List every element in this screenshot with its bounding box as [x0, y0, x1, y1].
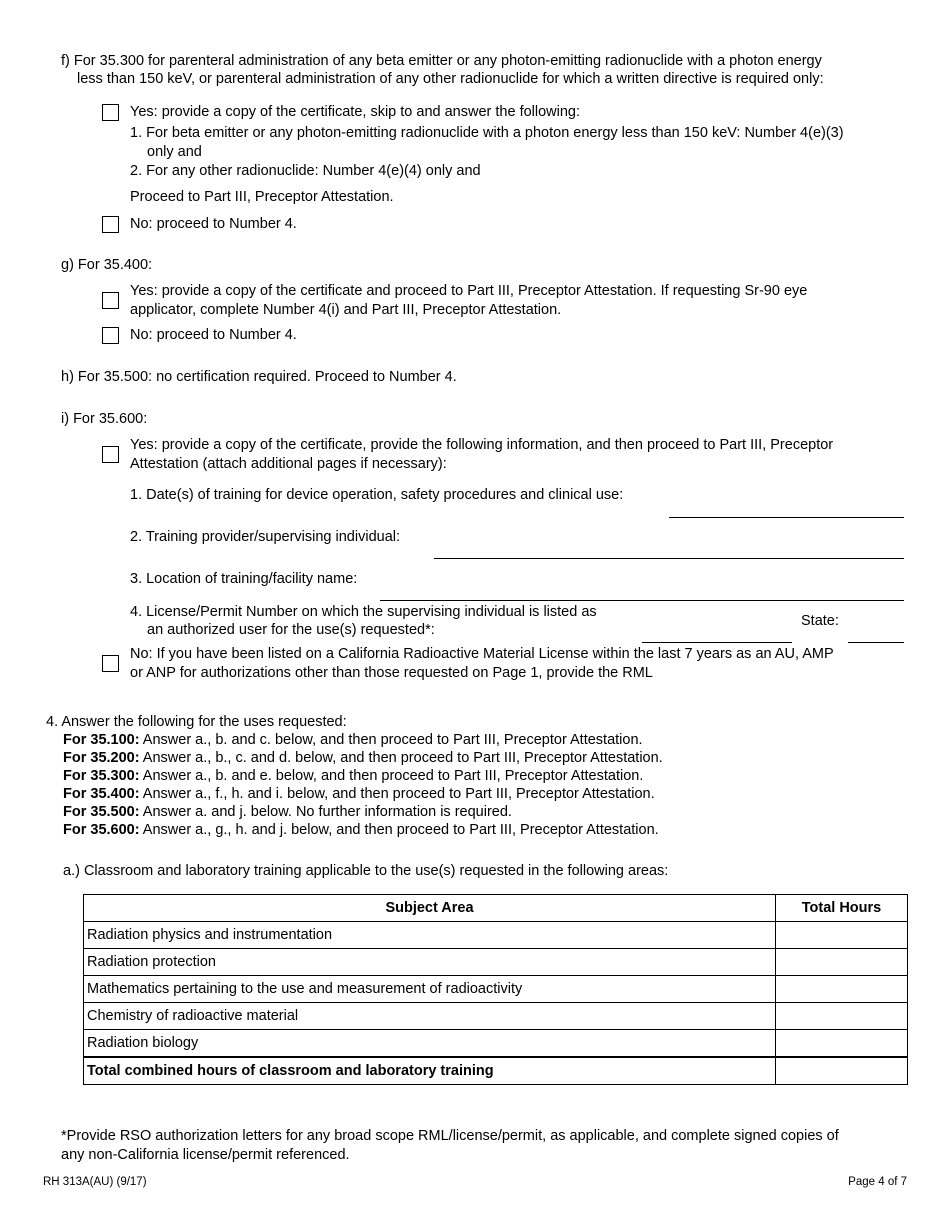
total-row [84, 1057, 908, 1085]
section-f-yes-text: Yes: provide a copy of the certificate, skip to and answer the following: [130, 104, 581, 120]
requirement-item: For 35.100: Answer a., b. and c. below, and then proceed to Part III, Preceptor Attestation. [63, 732, 643, 748]
hours-input-cell[interactable] [776, 976, 908, 1003]
requirement-item: For 35.300: Answer a., b. and e. below, and then proceed to Part III, Preceptor Attestation. [63, 768, 644, 784]
section-i-yes-line2: Attestation (attach additional pages if necessary): [130, 456, 447, 472]
table-row [84, 1003, 908, 1030]
page-number: Page 4 of 7 [848, 1176, 907, 1188]
section-i-heading: i) For 35.600: [61, 411, 148, 427]
section-g-yes-line2: applicator, complete Number 4(i) and Part III, Preceptor Attestation. [130, 302, 562, 318]
training-provider-field[interactable] [434, 558, 904, 559]
section-f-heading-line1: f) For 35.300 for parenteral administration of any beta emitter or any photon-emitting radionuclide with a photon energy [61, 53, 822, 69]
state-label: State: [801, 613, 839, 629]
total-hours-input-cell[interactable] [776, 1057, 908, 1085]
section-g-no-checkbox[interactable] [102, 327, 119, 344]
table-row [84, 976, 908, 1003]
table-header-row [84, 895, 908, 922]
total-hours-header: Total Hours [776, 895, 908, 922]
section-i-q3-label: 3. Location of training/facility name: [130, 571, 358, 587]
section-f-no-checkbox[interactable] [102, 216, 119, 233]
table-row [84, 1030, 908, 1058]
table-row [84, 922, 908, 949]
training-hours-table [83, 894, 908, 1085]
section-f-heading-line2: less than 150 keV, or parenteral administration of any other radionuclide for which a written directive is required only: [77, 71, 824, 87]
form-id: RH 313A(AU) (9/17) [43, 1176, 147, 1188]
subject-cell: Mathematics pertaining to the use and measurement of radioactivity [84, 976, 776, 1003]
section-i-yes-line1: Yes: provide a copy of the certificate, provide the following information, and then proceed to Part III, Preceptor [130, 437, 834, 453]
section-f-item2: 2. For any other radionuclide: Number 4(e)(4) only and [130, 163, 481, 179]
requirements-list [63, 731, 663, 839]
footnote-line2: any non-California license/permit referenced. [61, 1147, 350, 1163]
section-i-q4-line2: an authorized user for the use(s) requested*: [147, 622, 435, 638]
section-g-yes-line1: Yes: provide a copy of the certificate and proceed to Part III, Preceptor Attestation. If requesting Sr-90 eye [130, 283, 808, 299]
section-g-no-text: No: proceed to Number 4. [130, 327, 297, 343]
subject-cell: Radiation biology [84, 1030, 776, 1058]
training-location-field[interactable] [380, 600, 904, 601]
section-f-yes-checkbox[interactable] [102, 104, 119, 121]
section-f-proceed: Proceed to Part III, Preceptor Attestation. [130, 189, 394, 205]
training-dates-field[interactable] [669, 517, 904, 518]
section-g-heading: g) For 35.400: [61, 257, 153, 273]
state-field[interactable] [848, 642, 904, 643]
requirement-item: For 35.500: Answer a. and j. below. No further information is required. [63, 804, 512, 820]
requirement-item: For 35.400: Answer a., f., h. and i. below, and then proceed to Part III, Preceptor Attestation. [63, 786, 655, 802]
total-label-cell: Total combined hours of classroom and laboratory training [84, 1057, 776, 1085]
hours-input-cell[interactable] [776, 1030, 908, 1058]
section-i-no-line2: or ANP for authorizations other than those requested on Page 1, provide the RML [130, 665, 653, 681]
subject-cell: Radiation protection [84, 949, 776, 976]
section-f-item1-line1: 1. For beta emitter or any photon-emitting radionuclide with a photon energy less than 150 keV: Number 4(e)(3) [130, 125, 844, 141]
section-i-q4-line1: 4. License/Permit Number on which the supervising individual is listed as [130, 604, 597, 620]
hours-input-cell[interactable] [776, 922, 908, 949]
section-h-heading: h) For 35.500: no certification required. Proceed to Number 4. [61, 369, 457, 385]
table-row [84, 949, 908, 976]
requirement-item: For 35.600: Answer a., g., h. and j. below, and then proceed to Part III, Preceptor Attestation. [63, 822, 659, 838]
section-i-q1-label: 1. Date(s) of training for device operation, safety procedures and clinical use: [130, 487, 624, 503]
section-g-yes-checkbox[interactable] [102, 292, 119, 309]
section-f-no-text: No: proceed to Number 4. [130, 216, 297, 232]
footnote-line1: *Provide RSO authorization letters for any broad scope RML/license/permit, as applicable, and complete signed copies of [61, 1128, 839, 1144]
hours-input-cell[interactable] [776, 949, 908, 976]
section-i-yes-checkbox[interactable] [102, 446, 119, 463]
section-f-item1-line2: only and [147, 144, 202, 160]
section-i-no-line1: No: If you have been listed on a California Radioactive Material License within the last 7 years as an AU, AMP [130, 646, 834, 662]
subject-area-header: Subject Area [84, 895, 776, 922]
section-i-q2-label: 2. Training provider/supervising individual: [130, 529, 401, 545]
hours-input-cell[interactable] [776, 1003, 908, 1030]
section-4a-heading: a.) Classroom and laboratory training applicable to the use(s) requested in the following areas: [63, 863, 669, 879]
section-4-heading: 4. Answer the following for the uses requested: [46, 714, 347, 730]
requirement-item: For 35.200: Answer a., b., c. and d. below, and then proceed to Part III, Preceptor Attestation. [63, 750, 663, 766]
subject-cell: Chemistry of radioactive material [84, 1003, 776, 1030]
subject-cell: Radiation physics and instrumentation [84, 922, 776, 949]
section-i-no-checkbox[interactable] [102, 655, 119, 672]
license-number-field[interactable] [642, 642, 792, 643]
